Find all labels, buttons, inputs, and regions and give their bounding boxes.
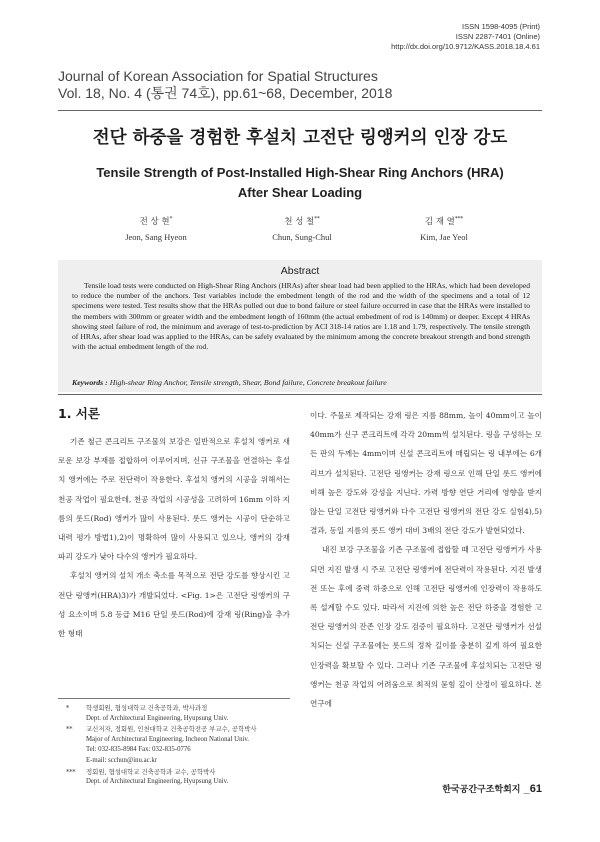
footnote-affiliation-en: Dept. of Architectural Engineering, Hyupsung Univ. — [86, 778, 229, 786]
title-korean: 전단 하중을 경험한 후설치 고전단 링앵커의 인장 강도 — [92, 128, 508, 148]
body-paragraph: 기존 철근 콘크리트 구조물의 보강은 일반적으로 후설치 앵커로 새로운 보강 부재를 접합하여 이루어지며, 신규 구조물을 연결하는 후설치 앵커에는 주로 전단력이 작용한다. 후설치 앵커의 시공을 위해서는 천공 작업이 필요한데, 천공 작업의 시공성을 고려하여 16mm 이하 지름의 롯드(Rod) 앵커가 많이 사용된다. 롯드 앵커는 시공이 단순하고 내력 평가 방법1),2)이 명확하여 많이 사용되고 있으나, 앵커의 강재 파괴 강도가 낮아 다수의 앵커가 필요하다. — [58, 437, 290, 562]
journal-name: Journal of Korean Association for Spatial Structures — [58, 68, 378, 84]
footnote-affiliation-en: Major of Architectural Engineering, Incheon National Univ. — [86, 735, 250, 743]
issn-block — [391, 22, 540, 52]
title-english-line1: Tensile Strength of Post-Installed High-Shear Ring Anchors (HRA) — [96, 165, 504, 180]
keywords-list: High-shear Ring Anchor, Tensile strength, Shear, Bond failure, Concrete breakout failure — [109, 378, 387, 387]
page-number: _61 — [523, 783, 542, 795]
author-3 — [364, 212, 524, 245]
author-3-ko: 김 재 열 — [424, 216, 455, 227]
author-2-en: Chun, Sung-Chul — [272, 231, 332, 242]
volume-line: Vol. 18, No. 4 (통권 74호), pp.61~68, December, 2018 — [58, 85, 393, 101]
footnotes — [58, 703, 298, 788]
footnote-affiliation-ko: 정회원, 협성대학교 건축공학과 교수, 공학박사 — [86, 767, 216, 776]
footnote-affiliation-ko: 교신저자, 정회원, 인천대학교 건축공학전공 부교수, 공학박사 — [86, 725, 257, 734]
footnote-email[interactable]: E-mail: scchun@inu.ac.kr — [86, 756, 157, 764]
body-paragraph: 내진 보강 구조물을 기존 구조물에 접합할 때 고전단 링앵커가 사용되면 지진 발생 시 주로 고전단 링앵커에 전단력이 작용된다. 지진 발생 전 또는 후에 중력 하중으로 인해 고전단 링앵커에 인장력이 작용하도록 설계할 수도 있다. 따라서 지진에 의한 높은 전단 하중을 경험한 고전단 링앵커의 잔존 인장 강도 검증이 필요하다. 고전단 링앵커가 선설치되는 신설 구조물에는 롯드의 정착 길이를 충분히 깊게 하여 필요한 인장력을 확보할 수 있다. 그러나 기존 구조물에 후설치되는 고전단 링앵커는 천공 작업의 어려움으로 최적의 묻힘 깊이 산정이 필요하다. 본 연구에 — [310, 545, 542, 709]
author-1-mark: * — [169, 216, 173, 222]
footnote-affiliation-ko: 학생회원, 협성대학교 건축공학과, 박사과정 — [86, 704, 208, 712]
footer-journal: 한국공간구조학회지 — [442, 785, 521, 795]
footnote-mark: * — [66, 704, 70, 712]
footnote-mark: *** — [66, 767, 76, 776]
author-1 — [76, 212, 236, 245]
abstract-text: Tensile load tests were conducted on High-Shear Ring Anchors (HRAs) after shear load had been applied to the HRAs, which had been developed to reduce the number of the anchors. Test variables include the embedment length of the rod and the width of the specimens and a total of 12 specimens were tested. Test results show that the HRAs pulled out due to bond failure or steel failure occurred in case that the HRAs were installed to the members with 300mm or greater width and the embedment length of 160mm (the actual embedment of rod is 140mm) or deeper. Except 4 HRAs showing steel failure of rod, the minimum and average of test-to-prediction by ACI 318-14 ratios are 1.18 and 1.79, respectively. The tensile strength of HRAs, after shear load was applied to the HRAs, can be safely evaluated by the minimum among the concrete breakout strength and bond strength with the actual embedment length of the rod. — [72, 281, 530, 352]
body-column-right — [310, 406, 542, 713]
author-2 — [222, 212, 382, 245]
keywords — [72, 378, 530, 387]
author-3-mark: *** — [454, 216, 464, 222]
issn-print: ISSN 1598-4095 (Print) — [462, 22, 540, 31]
footnote-mark: ** — [66, 725, 73, 734]
footnote-phone: Tel: 032-835-8984 Fax: 032-835-0776 — [86, 746, 191, 754]
section-heading: 1. 서론 — [58, 406, 100, 421]
issn-online: ISSN 2287-7401 (Online) — [455, 32, 540, 41]
footnote-affiliation-en: Dept. of Architectural Engineering, Hyupsung Univ. — [86, 714, 229, 722]
abstract-divider — [58, 394, 542, 395]
header-divider — [58, 110, 542, 111]
title-english-line2: After Shear Loading — [237, 185, 363, 200]
footnote-divider — [58, 698, 290, 699]
page-footer — [442, 782, 542, 795]
body-column-left — [58, 432, 290, 643]
doi-link[interactable]: http://dx.doi.org/10.9712/KASS.2018.18.4.61 — [391, 42, 540, 51]
body-paragraph: 후설치 앵커의 설치 개소 축소를 목적으로 전단 강도를 향상시킨 고전단 링앵커(HRA)3)가 개발되었다. <Fig. 1>은 고전단 링앵커의 구성 요소이며 5.8 등급 M16 단일 롯드(Rod)에 강재 링(Ring)을 추가한 형태 — [58, 571, 290, 639]
title-english — [58, 163, 542, 203]
author-2-mark: ** — [314, 216, 320, 222]
author-2-ko: 천 성 철 — [284, 216, 315, 227]
abstract-heading: Abstract — [280, 265, 320, 277]
body-paragraph: 이다. 주물로 제작되는 강재 링은 지름 88mm, 높이 40mm이고 높이 40mm가 신구 콘크리트에 각각 20mm씩 설치된다. 링을 구성하는 모든 판의 두께는 4mm이며 신설 콘크리트에 매립되는 링 내부에는 6개 리브가 설치된다. 고전단 링앵커는 강재 링으로 인해 단일 롯드 앵커에 비해 높은 강도와 강성을 지닌다. 가력 방향 연단 거리에 영향을 받지 않는 단일 고전단 링앵커와 다수 고전단 링앵커의 전단 강도 실험4),5) 결과, 동일 지름의 롯드 앵커 대비 3배의 전단 강도가 발현되었다. — [310, 411, 542, 536]
keywords-label: Keywords : — [72, 378, 108, 387]
author-1-en: Jeon, Sang Hyeon — [125, 231, 187, 242]
footnote — [58, 703, 298, 724]
author-1-ko: 전 상 현 — [139, 216, 170, 227]
journal-header — [58, 68, 392, 102]
page-number-value: 61 — [529, 783, 542, 795]
footnote — [58, 767, 298, 788]
author-3-en: Kim, Jae Yeol — [420, 231, 468, 242]
footnote — [58, 724, 298, 766]
